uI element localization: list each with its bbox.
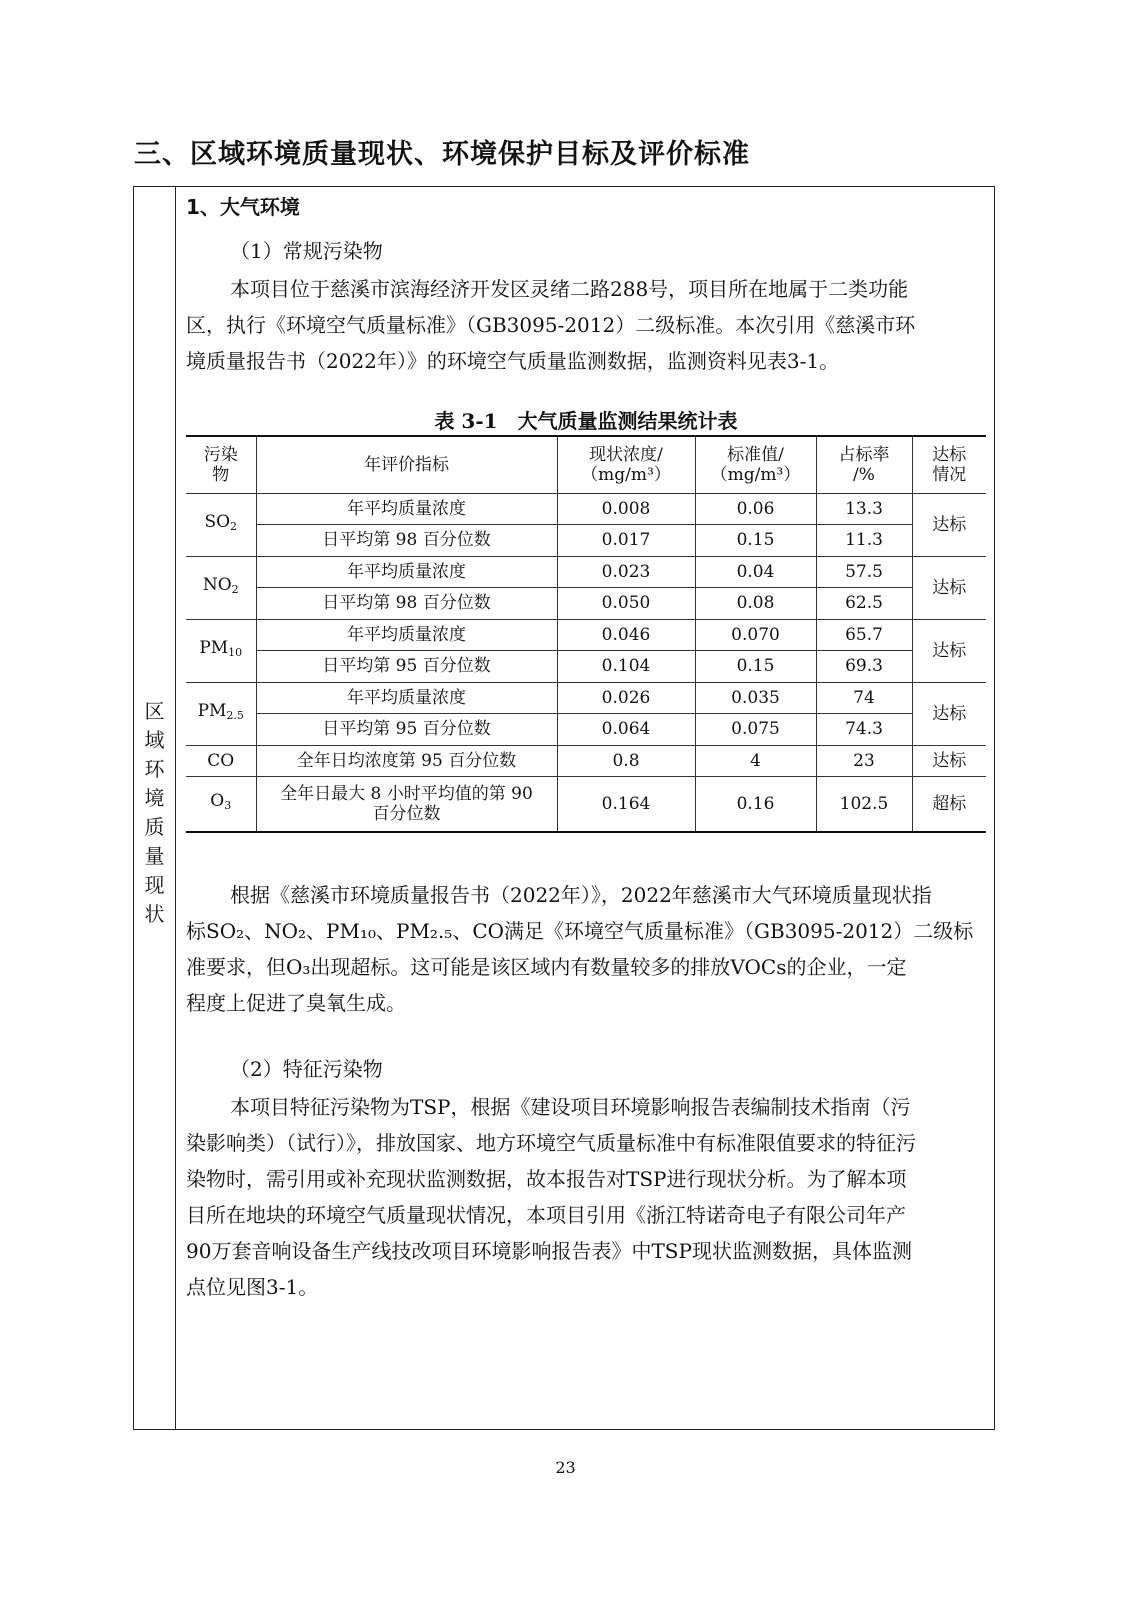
page-number: 23: [555, 1458, 576, 1477]
table-row: [186, 745, 986, 777]
concentration-cell: 0.008: [557, 493, 695, 525]
concentration-cell: 0.017: [557, 525, 695, 557]
table-header-row: [186, 436, 986, 493]
table-row: [186, 493, 986, 525]
pollutant-cell: CO: [186, 745, 256, 777]
paragraph-line: 本项目位于慈溪市滨海经济开发区灵绪二路288号，项目所在地属于二类功能: [230, 277, 909, 301]
paragraph-summary: [186, 877, 986, 1021]
standard-cell: 0.035: [695, 682, 816, 714]
content-frame: [133, 186, 995, 1430]
standard-cell: 0.08: [695, 588, 816, 620]
standard-cell: 0.06: [695, 493, 816, 525]
ratio-cell: 23: [816, 745, 912, 777]
paragraph-line: 90万套音响设备生产线技改项目环境影响报告表》中TSP现状监测数据，具体监测: [186, 1239, 912, 1263]
table-row: [186, 682, 986, 714]
header-ratio: 占标率 /%: [816, 436, 912, 493]
standard-cell: 0.04: [695, 556, 816, 588]
left-column: [134, 187, 176, 1429]
status-cell: 达标: [912, 682, 986, 745]
concentration-cell: 0.050: [557, 588, 695, 620]
pollutant-subscript: 3: [224, 799, 232, 813]
status-cell: 超标: [912, 777, 986, 832]
indicator-cell: 全年日均浓度第 95 百分位数: [256, 745, 557, 777]
pollutant-subscript: 2: [231, 583, 239, 596]
paragraph-line: 目所在地块的环境空气质量现状情况，本项目引用《浙江特诺奇电子有限公司年产: [186, 1203, 906, 1227]
indicator-cell: 全年日最大 8 小时平均值的第 90 百分位数: [256, 777, 557, 832]
left-label-char: 质: [144, 815, 165, 839]
section-title: 三、区域环境质量现状、环境保护目标及评价标准: [134, 139, 750, 170]
paragraph-line: 点位见图3-1。: [186, 1275, 319, 1299]
ratio-cell: 74: [816, 682, 912, 714]
left-label-char: 现: [144, 873, 165, 897]
paragraph-line: 本项目特征污染物为TSP，根据《建设项目环境影响报告表编制技术指南（污: [230, 1095, 911, 1119]
pollutant-cell: $PM_{10}$: [186, 619, 256, 682]
table-row: [186, 588, 986, 620]
header-standard: 标准值/ （mg/m³）: [695, 436, 816, 493]
standard-cell: 0.075: [695, 714, 816, 746]
table-row: [186, 619, 986, 651]
left-label-char: 量: [144, 844, 165, 868]
left-label-char: 境: [144, 786, 165, 810]
concentration-cell: 0.046: [557, 619, 695, 651]
table-row: [186, 525, 986, 557]
ratio-cell: 62.5: [816, 588, 912, 620]
left-label-char: 区: [144, 699, 165, 723]
paragraph-line: 染物时，需引用或补充现状监测数据，故本报告对TSP进行现状分析。为了解本项: [186, 1167, 907, 1191]
indicator-cell: 日平均第 98 百分位数: [256, 525, 557, 557]
paragraph-line: 境质量报告书（2022年）》的环境空气质量监测数据，监测资料见表3-1。: [186, 349, 840, 373]
concentration-cell: 0.064: [557, 714, 695, 746]
table-row: [186, 777, 986, 832]
paragraph-line: 染影响类）（试行）》，排放国家、地方环境空气质量标准中有标准限值要求的特征污: [186, 1131, 916, 1155]
indicator-cell: 年平均质量浓度: [256, 556, 557, 588]
header-concentration: 现状浓度/ （mg/m³）: [557, 436, 695, 493]
paragraph-line: 准要求，但O₃出现超标。这可能是该区域内有数量较多的排放VOCs的企业，一定: [186, 955, 907, 979]
subheading-characteristic: （2）特征污染物: [230, 1057, 383, 1081]
header-indicator: 年评价指标: [256, 436, 557, 493]
indicator-cell: 日平均第 98 百分位数: [256, 588, 557, 620]
table-body: [186, 493, 986, 832]
left-label-char: 域: [144, 728, 165, 752]
header-status: 达标 情况: [912, 436, 986, 493]
ratio-cell: 57.5: [816, 556, 912, 588]
status-cell: 达标: [912, 619, 986, 682]
concentration-cell: 0.023: [557, 556, 695, 588]
pollutant-cell: $O_3$: [186, 777, 256, 832]
ratio-cell: 74.3: [816, 714, 912, 746]
status-cell: 达标: [912, 745, 986, 777]
indicator-cell: 日平均第 95 百分位数: [256, 651, 557, 683]
left-label-char: 环: [144, 757, 165, 781]
ratio-cell: 65.7: [816, 619, 912, 651]
standard-cell: 0.15: [695, 525, 816, 557]
pollutant-cell: $PM_{2.5}$: [186, 682, 256, 745]
concentration-cell: 0.164: [557, 777, 695, 832]
indicator-cell: 日平均第 95 百分位数: [256, 714, 557, 746]
status-cell: 达标: [912, 556, 986, 619]
standard-cell: 0.15: [695, 651, 816, 683]
paragraph-location: [186, 271, 986, 379]
pollutant-subscript: 10: [228, 646, 243, 659]
air-quality-table: [186, 435, 986, 833]
paragraph-line: 程度上促进了臭氧生成。: [186, 991, 406, 1015]
pollutant-subscript: 2: [230, 520, 238, 533]
table-row: [186, 651, 986, 683]
indicator-cell: 年平均质量浓度: [256, 682, 557, 714]
concentration-cell: 0.8: [557, 745, 695, 777]
pollutant-subscript: 2.5: [226, 709, 244, 722]
paragraph-line: 标SO₂、NO₂、PM₁₀、PM₂.₅、CO满足《环境空气质量标准》（GB3095-2012）二级标: [186, 919, 974, 943]
heading-atmosphere: 1、大气环境: [186, 195, 300, 219]
standard-cell: 4: [695, 745, 816, 777]
standard-cell: 0.16: [695, 777, 816, 832]
ratio-cell: 13.3: [816, 493, 912, 525]
concentration-cell: 0.104: [557, 651, 695, 683]
status-cell: 达标: [912, 493, 986, 556]
indicator-cell: 年平均质量浓度: [256, 493, 557, 525]
table-title: 表 3-1 大气质量监测结果统计表: [434, 409, 738, 433]
indicator-cell: 年平均质量浓度: [256, 619, 557, 651]
subheading-conventional: （1）常规污染物: [230, 239, 383, 263]
left-label-char: 状: [144, 902, 165, 926]
paragraph-line: 根据《慈溪市环境质量报告书（2022年）》，2022年慈溪市大气环境质量现状指: [230, 883, 932, 907]
ratio-cell: 102.5: [816, 777, 912, 832]
standard-cell: 0.070: [695, 619, 816, 651]
concentration-cell: 0.026: [557, 682, 695, 714]
ratio-cell: 11.3: [816, 525, 912, 557]
paragraph-line: 区，执行《环境空气质量标准》（GB3095-2012）二级标准。本次引用《慈溪市环: [186, 313, 916, 337]
paragraph-tsp: [186, 1089, 986, 1305]
pollutant-cell: $SO_2$: [186, 493, 256, 556]
table-row: [186, 556, 986, 588]
header-pollutant: 污染 物: [186, 436, 256, 493]
pollutant-cell: $NO_2$: [186, 556, 256, 619]
table-row: [186, 714, 986, 746]
ratio-cell: 69.3: [816, 651, 912, 683]
left-column-label: [134, 697, 175, 929]
